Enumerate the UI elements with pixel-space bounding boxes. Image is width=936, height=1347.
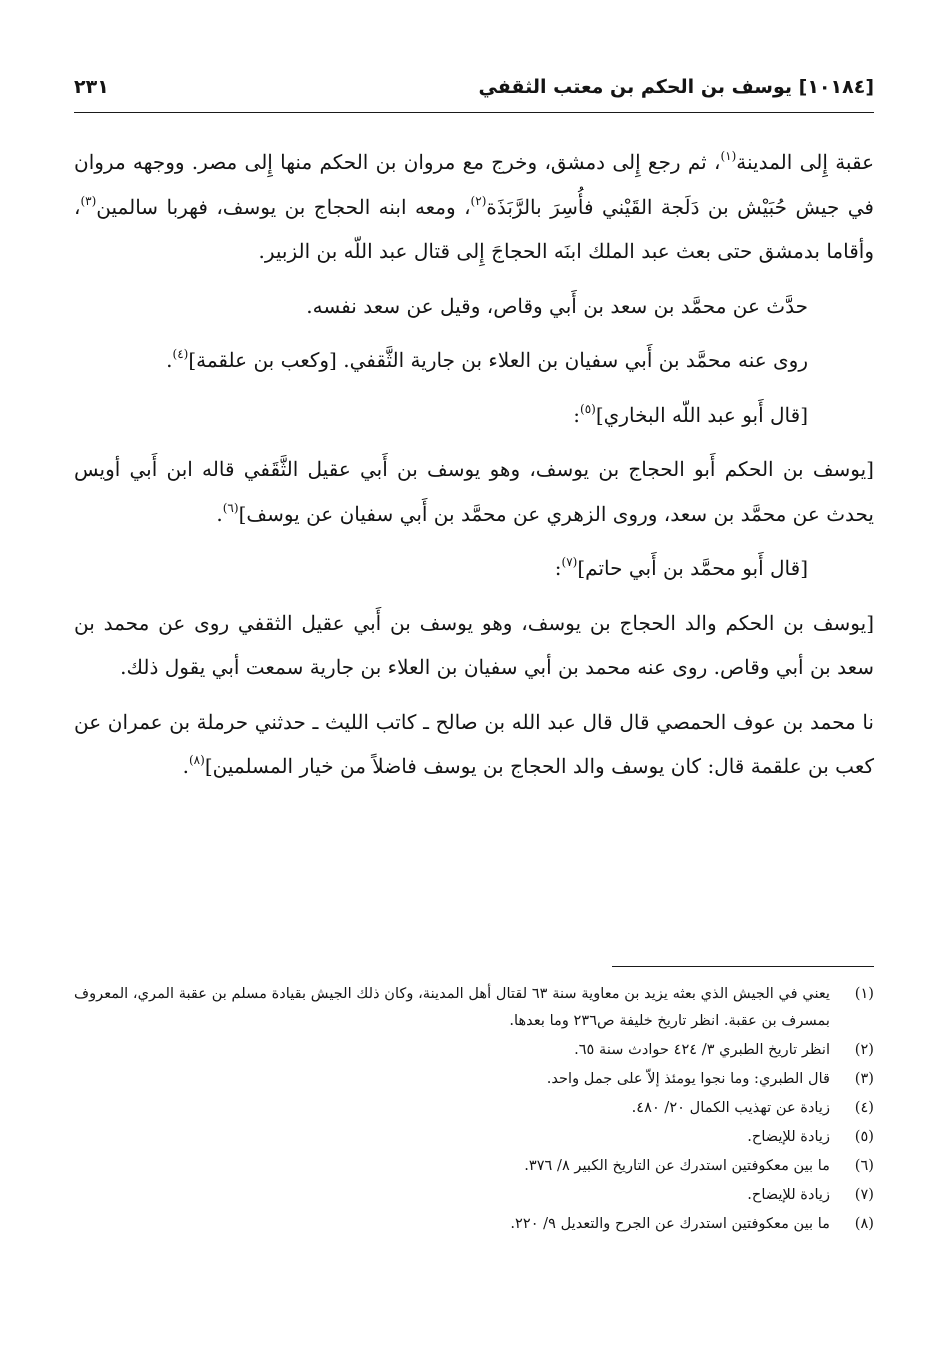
paragraph bbox=[74, 393, 874, 438]
footnote bbox=[74, 1036, 874, 1063]
text-run: ، ثم رجع إِلى دمشق، وخرج مع مروان بن الحكم منها إِلى مصر. ووجهه مروان في جيش حُبَيْش بن دَلَجة القَيْني فأُسِرَ بالرَّبَذَة bbox=[74, 150, 874, 219]
text-run: . bbox=[216, 501, 223, 526]
footnote-text: زيادة للإيضاح. bbox=[747, 1186, 830, 1203]
footnote-number: (٣) bbox=[854, 1070, 874, 1087]
footnote-marker: (١) bbox=[720, 149, 737, 163]
footnote-text: زيادة للإيضاح. bbox=[747, 1128, 830, 1145]
footnote bbox=[74, 1094, 874, 1121]
running-header bbox=[74, 70, 874, 113]
footnote bbox=[74, 1181, 874, 1208]
text-run: . bbox=[182, 754, 189, 778]
footnote-marker: (٤) bbox=[172, 347, 189, 361]
footnote-text: زيادة عن تهذيب الكمال ٢٠/ ٤٨٠. bbox=[631, 1099, 830, 1116]
text-run: نا محمد بن عوف الحمصي قال قال عبد الله بن صالح ـ كاتب الليث ـ حدثني حرملة بن عمران عن كعب بن علقمة قال: كان يوسف والد الحجاج بن يوسف فاضلاً من خيار المسلمين] bbox=[74, 709, 874, 778]
footnotes bbox=[74, 980, 874, 1239]
footnote bbox=[74, 1210, 874, 1237]
footnote-text: ما بين معكوفتين استدرك عن التاريخ الكبير ٨/ ٣٧٦. bbox=[524, 1157, 830, 1174]
footnote-marker: (٨) bbox=[188, 753, 205, 767]
paragraph bbox=[74, 601, 874, 690]
text-run: : bbox=[573, 402, 581, 427]
text-run: [يوسف بن الحكم أَبو الحجاج بن يوسف، وهو يوسف بن أَبي عقيل الثَّقَفي قاله ابن أَبي أويس يحدث عن محمَّد بن سعد، وروى الزهري عن محمَّد بن أَبي سفيان عن يوسف] bbox=[74, 457, 874, 526]
footnote-text: قال الطبري: وما نجوا يومئذ إلاّ على جمل واحد. bbox=[546, 1070, 830, 1087]
footnote-marker: (٧) bbox=[561, 555, 578, 569]
footnote-text: انظر تاريخ الطبري ٣/ ٤٢٤ حوادث سنة ٦٥. bbox=[574, 1041, 830, 1058]
footnote-marker: (٢) bbox=[470, 193, 487, 208]
footnote-number: (٧) bbox=[854, 1186, 874, 1203]
footnote bbox=[74, 980, 874, 1034]
footnote-number: (٤) bbox=[854, 1099, 874, 1116]
footnote-marker: (٦) bbox=[222, 500, 239, 515]
text-run: ، وأقاما بدمشق حتى بعث عبد الملك ابنَه الحجاجَ إِلى قتال عبد اللّه بن الزبير. bbox=[74, 194, 874, 263]
main-text bbox=[74, 140, 874, 799]
paragraph bbox=[74, 700, 874, 789]
footnote-text: يعني في الجيش الذي بعثه يزيد بن معاوية سنة ٦٣ لقتال أهل المدينة، وكان ذلك الجيش بقيادة مسلم بن عقبة المري، المعروف بمسرف بن عقبة. انظر تاريخ خليفة ص٢٣٦ وما بعدها. bbox=[74, 985, 830, 1029]
page-number: ٢٣١ bbox=[74, 76, 109, 98]
text-run: ، ومعه ابنه الحجاج بن يوسف، فهربا سالمين bbox=[96, 194, 471, 219]
text-run: [يوسف بن الحكم والد الحجاج بن يوسف، وهو يوسف بن أَبي عقيل الثقفي روى عن محمد بن سعد بن أبي وقاص. روى عنه محمد بن أبي سفيان بن العلاء بن جارية سمعت أبي يقول ذلك. bbox=[74, 610, 874, 679]
paragraph bbox=[74, 546, 874, 591]
paragraph bbox=[74, 140, 874, 274]
footnote-number: (٢) bbox=[854, 1041, 874, 1058]
paragraph bbox=[74, 284, 874, 329]
footnote-number: (٥) bbox=[854, 1128, 874, 1145]
footnote bbox=[74, 1152, 874, 1179]
footnote bbox=[74, 1123, 874, 1150]
paragraph bbox=[74, 338, 874, 383]
footnote-marker: (٣) bbox=[80, 193, 97, 208]
footnote-marker: (٥) bbox=[580, 401, 596, 416]
footnote-number: (٨) bbox=[854, 1215, 874, 1232]
text-run: [قال أَبو محمَّد بن أَبي حاتم] bbox=[577, 556, 808, 580]
text-run: روى عنه محمَّد بن أَبي سفيان بن العلاء بن جارية الثَّقفي. [وكعب بن علقمة] bbox=[188, 348, 808, 372]
text-run: حدَّث عن محمَّد بن سعد بن أَبي وقاص، وقيل عن سعد نفسه. bbox=[306, 293, 808, 318]
text-run: [قال أَبو عبد اللّه البخاري] bbox=[595, 402, 808, 427]
text-run: عقبة إِلى المدينة bbox=[736, 150, 874, 174]
footnote-separator bbox=[612, 966, 874, 967]
footnote bbox=[74, 1065, 874, 1092]
footnote-text: ما بين معكوفتين استدرك عن الجرح والتعديل ٩/ ٢٢٠. bbox=[510, 1215, 830, 1232]
paragraph bbox=[74, 447, 874, 536]
footnote-number: (١) bbox=[854, 985, 874, 1002]
header-title: [١٠١٨٤] يوسف بن الحكم بن معتب الثقفي bbox=[478, 76, 874, 98]
footnote-number: (٦) bbox=[854, 1157, 874, 1174]
text-run: : bbox=[554, 556, 562, 580]
text-run: . bbox=[166, 348, 173, 372]
